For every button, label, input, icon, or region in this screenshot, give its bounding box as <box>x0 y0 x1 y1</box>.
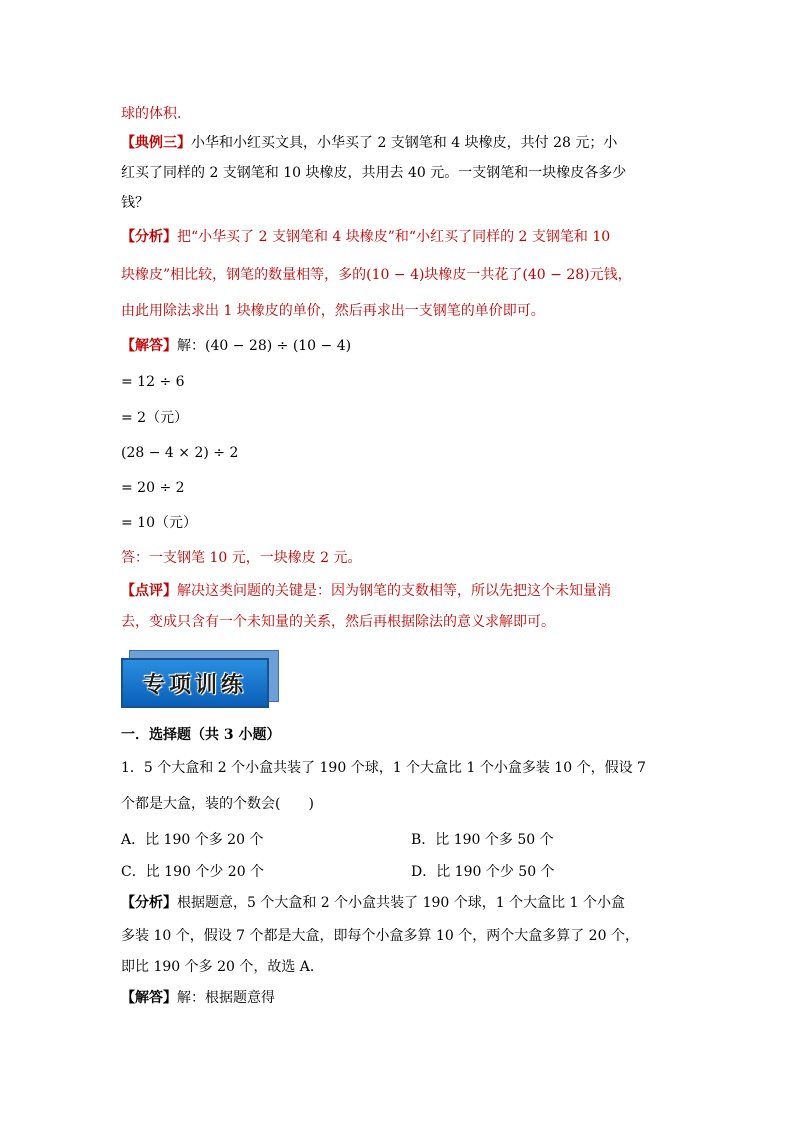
option-a: A．比 190 个多 20 个 <box>121 832 264 848</box>
comment-label: 【点评】 <box>121 583 177 599</box>
equation-5: = 20 ÷ 2 <box>121 480 185 496</box>
comment-line2: 去，变成只含有一个未知量的关系，然后再根据除法的意义求解即可。 <box>121 614 555 630</box>
intro-tail: 球的体积. <box>121 106 182 122</box>
equation-6: = 10（元） <box>121 515 197 531</box>
solution1-header: 【解答】解：(40 − 28) ÷ (10 − 4) <box>121 338 352 354</box>
equation-3: = 2（元） <box>121 410 189 426</box>
banner-title: 专项训练 <box>142 671 247 698</box>
solution1-answer: 答：一支钢笔 10 元，一块橡皮 2 元。 <box>121 550 362 566</box>
section-banner <box>121 650 277 708</box>
analysis1-line1: 【分析】把“小华买了 2 支钢笔和 4 块橡皮”和“小红买了同样的 2 支钢笔和 10 <box>121 229 611 245</box>
analysis2-line1: 【分析】根据题意，5 个大盒和 2 个小盒共装了 190 个球，1 个大盒比 1 个小盒 <box>121 895 625 911</box>
analysis2-line2: 多装 10 个，假设 7 个都是大盒，即每个小盒多算 10 个，两个大盒多算了 20 个， <box>121 928 639 944</box>
example3-label: 【典例三】 <box>121 135 191 151</box>
comment-line1: 【点评】解决这类问题的关键是：因为钢笔的支数相等，所以先把这个未知量消 <box>121 583 611 599</box>
example3-line1: 【典例三】小华和小红买文具，小华买了 2 支钢笔和 4 块橡皮，共付 28 元；小 <box>121 135 618 151</box>
analysis2-label: 【分析】 <box>121 895 177 911</box>
question1-line2: 个都是大盒，装的个数会( ) <box>121 796 314 812</box>
section-title: 一．选择题（共 3 小题） <box>121 727 281 743</box>
solution2-line: 【解答】解：根据题意得 <box>121 990 275 1006</box>
analysis2-line3: 即比 190 个多 20 个，故选 A． <box>121 959 324 975</box>
analysis1-label: 【分析】 <box>121 229 177 245</box>
analysis1-line3: 由此用除法求出 1 块橡皮的单价，然后再求出一支钢笔的单价即可。 <box>121 303 545 319</box>
example3-line2: 红买了同样的 2 支钢笔和 10 块橡皮，共用去 40 元。一支钢笔和一块橡皮各多少 <box>121 165 627 181</box>
option-c: C．比 190 个少 20 个 <box>121 864 265 880</box>
equation-1: (40 − 28) ÷ (10 − 4) <box>205 338 352 354</box>
equation-4: (28 − 4 × 2) ÷ 2 <box>121 445 239 461</box>
option-d: D．比 190 个少 50 个 <box>411 864 555 880</box>
analysis1-line2: 块橡皮”相比较，钢笔的数量相等，多的(10 − 4)块橡皮一共花了(40 − 28)元钱， <box>121 267 632 283</box>
equation-2: = 12 ÷ 6 <box>121 374 185 390</box>
option-b: B．比 190 个多 50 个 <box>411 832 554 848</box>
solution1-label: 【解答】 <box>121 338 177 354</box>
question1-line1: 1．5 个大盒和 2 个小盒共装了 190 个球，1 个大盒比 1 个小盒多装 10 个，假设 7 <box>121 760 646 776</box>
example3-line3: 钱？ <box>121 195 149 211</box>
solution2-label: 【解答】 <box>121 990 177 1006</box>
